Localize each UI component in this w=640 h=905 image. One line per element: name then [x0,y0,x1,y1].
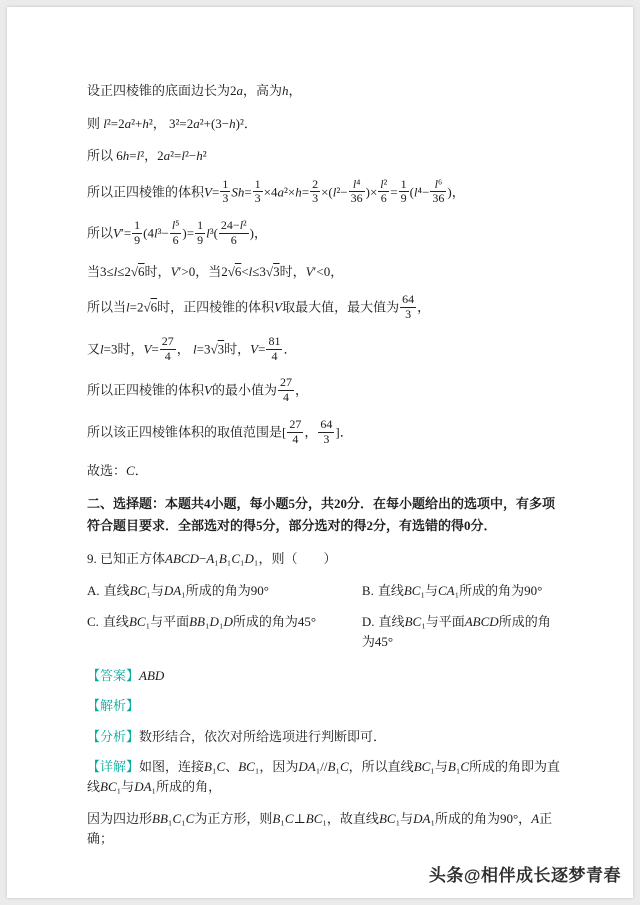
fenxi-line [87,727,561,747]
answer-choice-line: 故选：C． [87,462,148,478]
option-d-text: 直线BC₁与平面ABCD所成的角为45° [361,613,551,649]
solution-line: 则 l²=2a²+h²， 3²=2a²+(3−h)²． [87,115,257,131]
xiangjie-paragraph-2: 因为四边形BB₁C₁C为正方形，则B₁C⊥BC₁，故直线BC₁与DA₁所成的角为90°，A正确； [87,811,553,846]
solution-line: 所以当l=2√6时，正四棱锥的体积V取最大值，最大值为 $\frac{64}{3}$ ， [87,292,431,321]
solution-line: 所以 6h=l²，2a²=l²−h² [87,148,207,163]
xiangjie-paragraph [87,757,561,796]
solution-line: 所以正四棱锥的体积V的最小值为 $\frac{27}{4}$ ， [87,375,308,405]
option-c [87,612,362,652]
fenxi-text: 数形结合，依次对所给选项进行判断即可． [139,728,387,744]
option-a-label: A. [87,583,100,599]
document-page [7,7,633,898]
option-c-text: 直线BC₁与平面BB₁D₁D所成的角为45° [102,613,317,629]
option-b-text: 直线BC₁与CA₁所成的角为90° [377,583,543,599]
solution-line: 所以V′= $\frac{1}{9}$ (4l³− $\frac{\text{l⁵}}{6}$ )= $\frac{1}{9}$ l³( $\frac{\text{24−l²}}{6}$ )， [87,218,267,247]
page-content [87,81,561,861]
xiangjie-text: 如图，连接B₁C、BC₁，因为DA₁//B₁C，所以直线BC₁与B₁C所成的角即为直线BC₁与DA₁所成的角， [87,759,561,794]
option-d [362,612,561,652]
section-header: 二、选择题：本题共4小题，每小题5分，共20分．在每小题给出的选项中，有多项符合题目要求．全部选对的得5分，部分选对的得2分，有选错的得0分． [87,496,556,533]
solution-line: 所以正四棱锥的体积V= $\frac{1}{3}$ Sh= $\frac{1}{3}$ ×4a²×h= $\frac{2}{3}$ ×(l²− $\frac{\text{l⁴}}{36}$ )× $\frac{\text{l²}}{6}$ = $\frac{1}{9}$ (l⁴− $\frac{\text{l⁶}}{36}$ )， [87,176,465,206]
option-a-text: 直线BC₁与DA₁所成的角为90° [103,583,269,599]
solution-line: 又l=3时，V= $\frac{27}{4}$ ， l=3√3时，V= $\frac{81}{4}$ ． [87,333,297,363]
solution-line: 设正四棱锥的底面边长为2a，高为h， [87,83,302,98]
answer-tag: 【答案】 [87,667,140,683]
jiexi-line [87,696,561,716]
answer-line [87,666,561,686]
option-c-label: C. [87,613,99,629]
solution-line: 当3≤l≤2√6时，V′>0，当2√6<l≤3√3时，V′<0， [87,263,344,279]
question-stem: 9. 已知正方体ABCD−A₁B₁C₁D₁，则（ ） [87,550,337,566]
option-b [362,581,561,601]
solution-line: 所以该正四棱锥体积的取值范围是[ $\frac{27}{4}$ ， $\frac{64}{3}$ ]． [87,416,353,446]
fenxi-tag: 【分析】 [87,728,140,744]
answer-value: ABD [139,667,165,683]
jiexi-tag: 【解析】 [87,698,140,714]
xiangjie-tag: 【详解】 [87,759,140,775]
option-d-label: D. [361,613,375,629]
watermark: 头条@相伴成长逐梦青春 [428,866,621,885]
options-grid [87,581,561,661]
option-a [87,581,362,601]
option-b-label: B. [361,583,374,599]
